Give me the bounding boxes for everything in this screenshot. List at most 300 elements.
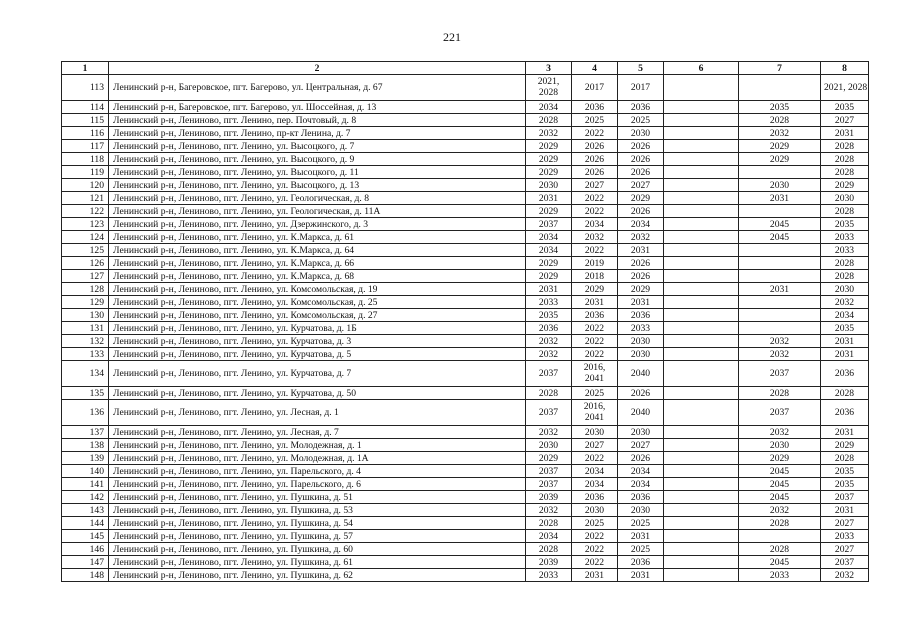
year-cell-8: 2035 [821,465,869,478]
row-number-cell: 128 [62,283,109,296]
year-cell-8: 2035 [821,478,869,491]
address-cell: Ленинский р-н, Лениново, пгт. Ленино, ул. Пушкина, д. 62 [109,569,526,582]
address-cell: Ленинский р-н, Лениново, пгт. Ленино, ул. Высоцкого, д. 11 [109,166,526,179]
address-cell: Ленинский р-н, Лениново, пгт. Ленино, ул. Молодежная, д. 1А [109,452,526,465]
year-cell-8: 2035 [821,322,869,335]
address-cell: Ленинский р-н, Лениново, пгт. Ленино, ул. Парельского, д. 4 [109,465,526,478]
row-number-cell: 138 [62,439,109,452]
table-row [62,140,869,153]
table-row [62,530,869,543]
year-cell-6 [664,348,739,361]
table-row [62,504,869,517]
year-cell-5: 2034 [618,465,664,478]
row-number-cell: 134 [62,361,109,387]
row-number-cell: 137 [62,426,109,439]
year-cell-5: 2031 [618,296,664,309]
year-cell-5: 2025 [618,114,664,127]
year-cell-3: 2033 [526,296,572,309]
year-cell-4: 2022 [572,530,618,543]
row-number-cell: 121 [62,192,109,205]
table-row [62,101,869,114]
table-row [62,439,869,452]
year-cell-8: 2032 [821,569,869,582]
row-number-cell: 145 [62,530,109,543]
year-cell-6 [664,296,739,309]
year-cell-3: 2036 [526,322,572,335]
year-cell-4: 2022 [572,335,618,348]
address-cell: Ленинский р-н, Лениново, пгт. Ленино, ул. Комсомольская, д. 27 [109,309,526,322]
table-row [62,517,869,530]
year-cell-7 [739,257,821,270]
year-cell-8: 2036 [821,361,869,387]
year-cell-6 [664,504,739,517]
table-row [62,322,869,335]
year-cell-4: 2032 [572,231,618,244]
year-cell-8: 2035 [821,218,869,231]
year-cell-6 [664,283,739,296]
row-number-cell: 141 [62,478,109,491]
year-cell-8: 2028 [821,270,869,283]
year-cell-5: 2017 [618,75,664,101]
table-row [62,192,869,205]
year-cell-3: 2037 [526,218,572,231]
year-cell-7 [739,309,821,322]
table-row [62,153,869,166]
year-cell-4: 2030 [572,504,618,517]
year-cell-8: 2021, 2028 [821,75,869,101]
year-cell-3: 2031 [526,283,572,296]
year-cell-5: 2027 [618,439,664,452]
address-cell: Ленинский р-н, Лениново, пгт. Ленино, ул. Парельского, д. 6 [109,478,526,491]
year-cell-3: 2029 [526,452,572,465]
year-cell-8: 2029 [821,439,869,452]
year-cell-8: 2032 [821,296,869,309]
year-cell-7 [739,244,821,257]
address-cell: Ленинский р-н, Лениново, пгт. Ленино, ул. К.Маркса, д. 61 [109,231,526,244]
year-cell-6 [664,166,739,179]
table-row [62,218,869,231]
row-number-cell: 120 [62,179,109,192]
year-cell-7: 2032 [739,504,821,517]
year-cell-7 [739,322,821,335]
table-row [62,348,869,361]
year-cell-3: 2034 [526,530,572,543]
year-cell-4: 2022 [572,452,618,465]
address-cell: Ленинский р-н, Лениново, пгт. Ленино, ул. Курчатова, д. 1Б [109,322,526,335]
row-number-cell: 122 [62,205,109,218]
year-cell-8: 2031 [821,335,869,348]
year-cell-6 [664,556,739,569]
row-number-cell: 140 [62,465,109,478]
table-row [62,205,869,218]
year-cell-5: 2030 [618,504,664,517]
year-cell-7: 2032 [739,426,821,439]
year-cell-8: 2036 [821,400,869,426]
table-row [62,452,869,465]
year-cell-4: 2016, 2041 [572,361,618,387]
year-cell-3: 2028 [526,387,572,400]
year-cell-7: 2045 [739,465,821,478]
year-cell-3: 2029 [526,140,572,153]
year-cell-6 [664,270,739,283]
year-cell-3: 2029 [526,166,572,179]
year-cell-8: 2028 [821,166,869,179]
year-cell-3: 2039 [526,556,572,569]
year-cell-3: 2033 [526,569,572,582]
year-cell-4: 2017 [572,75,618,101]
row-number-cell: 147 [62,556,109,569]
year-cell-6 [664,517,739,530]
address-cell: Ленинский р-н, Багеровское, пгт. Багерово, ул. Центральная, д. 67 [109,75,526,101]
year-cell-4: 2022 [572,192,618,205]
year-cell-7: 2032 [739,348,821,361]
table-row [62,296,869,309]
page-number: 221 [443,30,461,44]
table-row [62,309,869,322]
year-cell-5: 2025 [618,543,664,556]
year-cell-3: 2029 [526,270,572,283]
year-cell-5: 2027 [618,179,664,192]
year-cell-7: 2032 [739,127,821,140]
year-cell-8: 2035 [821,101,869,114]
address-cell: Ленинский р-н, Лениново, пгт. Ленино, ул. Пушкина, д. 54 [109,517,526,530]
table-row [62,478,869,491]
table-row [62,400,869,426]
year-cell-7 [739,270,821,283]
year-cell-6 [664,205,739,218]
year-cell-4: 2034 [572,478,618,491]
year-cell-3: 2035 [526,309,572,322]
year-cell-8: 2037 [821,556,869,569]
year-cell-3: 2037 [526,478,572,491]
year-cell-5: 2036 [618,309,664,322]
year-cell-5: 2029 [618,283,664,296]
year-cell-5: 2030 [618,348,664,361]
year-cell-7: 2031 [739,192,821,205]
row-number-cell: 119 [62,166,109,179]
address-cell: Ленинский р-н, Лениново, пгт. Ленино, ул. Курчатова, д. 50 [109,387,526,400]
address-cell: Ленинский р-н, Лениново, пгт. Ленино, ул. Комсомольская, д. 25 [109,296,526,309]
year-cell-5: 2030 [618,127,664,140]
year-cell-7: 2030 [739,179,821,192]
year-cell-6 [664,231,739,244]
year-cell-7: 2029 [739,140,821,153]
year-cell-8: 2028 [821,257,869,270]
address-cell: Ленинский р-н, Лениново, пгт. Ленино, ул. Геологическая, д. 8 [109,192,526,205]
year-cell-8: 2028 [821,452,869,465]
row-number-cell: 115 [62,114,109,127]
year-cell-5: 2026 [618,153,664,166]
column-header: 8 [821,62,869,75]
year-cell-7 [739,166,821,179]
year-cell-6 [664,335,739,348]
row-number-cell: 143 [62,504,109,517]
year-cell-6 [664,192,739,205]
address-cell: Ленинский р-н, Лениново, пгт. Ленино, ул. Молодежная, д. 1 [109,439,526,452]
year-cell-5: 2025 [618,517,664,530]
year-cell-8: 2030 [821,192,869,205]
row-number-cell: 113 [62,75,109,101]
year-cell-8: 2028 [821,387,869,400]
table-row [62,179,869,192]
row-number-cell: 132 [62,335,109,348]
year-cell-8: 2033 [821,231,869,244]
row-number-cell: 125 [62,244,109,257]
year-cell-6 [664,114,739,127]
year-cell-5: 2026 [618,270,664,283]
year-cell-6 [664,75,739,101]
year-cell-8: 2027 [821,543,869,556]
year-cell-7: 2032 [739,335,821,348]
row-number-cell: 129 [62,296,109,309]
year-cell-4: 2018 [572,270,618,283]
row-number-cell: 124 [62,231,109,244]
year-cell-7: 2028 [739,114,821,127]
year-cell-5: 2036 [618,101,664,114]
year-cell-5: 2031 [618,569,664,582]
year-cell-6 [664,153,739,166]
row-number-cell: 126 [62,257,109,270]
address-cell: Ленинский р-н, Лениново, пгт. Ленино, ул. Пушкина, д. 53 [109,504,526,517]
year-cell-7 [739,296,821,309]
address-cell: Ленинский р-н, Лениново, пгт. Ленино, ул. Дзержинского, д. 3 [109,218,526,231]
table-body [62,75,869,582]
table-row [62,270,869,283]
address-cell: Ленинский р-н, Лениново, пгт. Ленино, пер. Почтовый, д. 8 [109,114,526,127]
year-cell-4: 2036 [572,309,618,322]
table-row [62,231,869,244]
table-row [62,283,869,296]
year-cell-7: 2045 [739,491,821,504]
year-cell-6 [664,140,739,153]
year-cell-3: 2031 [526,192,572,205]
year-cell-5: 2040 [618,400,664,426]
column-header: 3 [526,62,572,75]
year-cell-3: 2030 [526,439,572,452]
year-cell-5: 2036 [618,556,664,569]
year-cell-7 [739,530,821,543]
year-cell-8: 2031 [821,127,869,140]
address-cell: Ленинский р-н, Лениново, пгт. Ленино, ул. Комсомольская, д. 19 [109,283,526,296]
year-cell-4: 2025 [572,114,618,127]
table-row [62,569,869,582]
year-cell-3: 2032 [526,426,572,439]
year-cell-3: 2028 [526,114,572,127]
row-number-cell: 146 [62,543,109,556]
row-number-cell: 123 [62,218,109,231]
year-cell-7: 2045 [739,218,821,231]
year-cell-5: 2029 [618,192,664,205]
column-header: 7 [739,62,821,75]
year-cell-7 [739,205,821,218]
row-number-cell: 118 [62,153,109,166]
address-cell: Ленинский р-н, Лениново, пгт. Ленино, пр-кт Ленина, д. 7 [109,127,526,140]
year-cell-8: 2033 [821,244,869,257]
year-cell-5: 2026 [618,452,664,465]
year-cell-8: 2027 [821,517,869,530]
column-header: 1 [62,62,109,75]
table-row [62,556,869,569]
year-cell-4: 2022 [572,205,618,218]
year-cell-8: 2034 [821,309,869,322]
row-number-cell: 133 [62,348,109,361]
column-header: 5 [618,62,664,75]
year-cell-4: 2029 [572,283,618,296]
year-cell-8: 2031 [821,348,869,361]
year-cell-6 [664,322,739,335]
housing-table [61,61,869,582]
address-cell: Ленинский р-н, Лениново, пгт. Ленино, ул. К.Маркса, д. 64 [109,244,526,257]
year-cell-5: 2034 [618,478,664,491]
year-cell-6 [664,244,739,257]
table-row [62,244,869,257]
year-cell-3: 2034 [526,244,572,257]
table-row [62,426,869,439]
year-cell-4: 2025 [572,517,618,530]
year-cell-5: 2032 [618,231,664,244]
address-cell: Ленинский р-н, Лениново, пгт. Ленино, ул. Пушкина, д. 61 [109,556,526,569]
column-header: 6 [664,62,739,75]
year-cell-4: 2030 [572,426,618,439]
year-cell-4: 2022 [572,348,618,361]
row-number-cell: 117 [62,140,109,153]
year-cell-8: 2028 [821,153,869,166]
address-cell: Ленинский р-н, Лениново, пгт. Ленино, ул. К.Маркса, д. 66 [109,257,526,270]
year-cell-8: 2027 [821,114,869,127]
column-header: 4 [572,62,618,75]
address-cell: Ленинский р-н, Багеровское, пгт. Багерово, ул. Шоссейная, д. 13 [109,101,526,114]
year-cell-5: 2030 [618,335,664,348]
table-row [62,491,869,504]
year-cell-3: 2029 [526,205,572,218]
year-cell-5: 2026 [618,387,664,400]
table-row [62,465,869,478]
year-cell-4: 2026 [572,166,618,179]
address-cell: Ленинский р-н, Лениново, пгт. Ленино, ул. Пушкина, д. 57 [109,530,526,543]
year-cell-7: 2045 [739,556,821,569]
year-cell-3: 2029 [526,257,572,270]
year-cell-8: 2028 [821,205,869,218]
address-cell: Ленинский р-н, Лениново, пгт. Ленино, ул. Курчатова, д. 7 [109,361,526,387]
row-number-cell: 144 [62,517,109,530]
year-cell-3: 2039 [526,491,572,504]
year-cell-6 [664,452,739,465]
header-row [62,62,869,75]
year-cell-5: 2040 [618,361,664,387]
year-cell-6 [664,218,739,231]
year-cell-5: 2031 [618,530,664,543]
year-cell-6 [664,491,739,504]
address-cell: Ленинский р-н, Лениново, пгт. Ленино, ул. Высоцкого, д. 13 [109,179,526,192]
year-cell-4: 2022 [572,322,618,335]
year-cell-7: 2028 [739,387,821,400]
year-cell-4: 2025 [572,387,618,400]
address-cell: Ленинский р-н, Лениново, пгт. Ленино, ул. Лесная, д. 7 [109,426,526,439]
year-cell-5: 2036 [618,491,664,504]
year-cell-7: 2037 [739,361,821,387]
year-cell-3: 2037 [526,400,572,426]
year-cell-5: 2033 [618,322,664,335]
year-cell-5: 2026 [618,140,664,153]
year-cell-4: 2019 [572,257,618,270]
year-cell-3: 2037 [526,465,572,478]
year-cell-8: 2031 [821,426,869,439]
year-cell-6 [664,127,739,140]
year-cell-3: 2032 [526,127,572,140]
year-cell-4: 2026 [572,153,618,166]
year-cell-4: 2026 [572,140,618,153]
year-cell-5: 2034 [618,218,664,231]
year-cell-4: 2022 [572,127,618,140]
year-cell-7: 2028 [739,543,821,556]
year-cell-7: 2037 [739,400,821,426]
year-cell-3: 2030 [526,179,572,192]
year-cell-6 [664,257,739,270]
row-number-cell: 139 [62,452,109,465]
year-cell-8: 2031 [821,504,869,517]
address-cell: Ленинский р-н, Лениново, пгт. Ленино, ул. Пушкина, д. 60 [109,543,526,556]
year-cell-4: 2034 [572,218,618,231]
year-cell-4: 2022 [572,556,618,569]
row-number-cell: 127 [62,270,109,283]
table-row [62,543,869,556]
year-cell-6 [664,439,739,452]
year-cell-4: 2022 [572,244,618,257]
year-cell-6 [664,478,739,491]
row-number-cell: 114 [62,101,109,114]
row-number-cell: 131 [62,322,109,335]
table-row [62,335,869,348]
year-cell-6 [664,400,739,426]
year-cell-4: 2031 [572,569,618,582]
year-cell-7: 2031 [739,283,821,296]
year-cell-3: 2032 [526,504,572,517]
year-cell-7: 2033 [739,569,821,582]
year-cell-3: 2032 [526,348,572,361]
year-cell-5: 2030 [618,426,664,439]
table-row [62,114,869,127]
year-cell-7: 2045 [739,478,821,491]
year-cell-5: 2026 [618,257,664,270]
year-cell-8: 2033 [821,530,869,543]
row-number-cell: 130 [62,309,109,322]
year-cell-8: 2030 [821,283,869,296]
year-cell-4: 2027 [572,179,618,192]
year-cell-3: 2028 [526,543,572,556]
table-row [62,257,869,270]
year-cell-4: 2027 [572,439,618,452]
address-cell: Ленинский р-н, Лениново, пгт. Ленино, ул. К.Маркса, д. 68 [109,270,526,283]
row-number-cell: 148 [62,569,109,582]
address-cell: Ленинский р-н, Лениново, пгт. Ленино, ул. Высоцкого, д. 7 [109,140,526,153]
year-cell-4: 2031 [572,296,618,309]
year-cell-4: 2016, 2041 [572,400,618,426]
table-row [62,166,869,179]
year-cell-7: 2028 [739,517,821,530]
year-cell-6 [664,101,739,114]
year-cell-7: 2030 [739,439,821,452]
year-cell-8: 2037 [821,491,869,504]
year-cell-6 [664,309,739,322]
row-number-cell: 136 [62,400,109,426]
year-cell-4: 2022 [572,543,618,556]
year-cell-7: 2035 [739,101,821,114]
year-cell-6 [664,387,739,400]
year-cell-7: 2045 [739,231,821,244]
year-cell-3: 2032 [526,335,572,348]
address-cell: Ленинский р-н, Лениново, пгт. Ленино, ул. Геологическая, д. 11А [109,205,526,218]
year-cell-6 [664,361,739,387]
